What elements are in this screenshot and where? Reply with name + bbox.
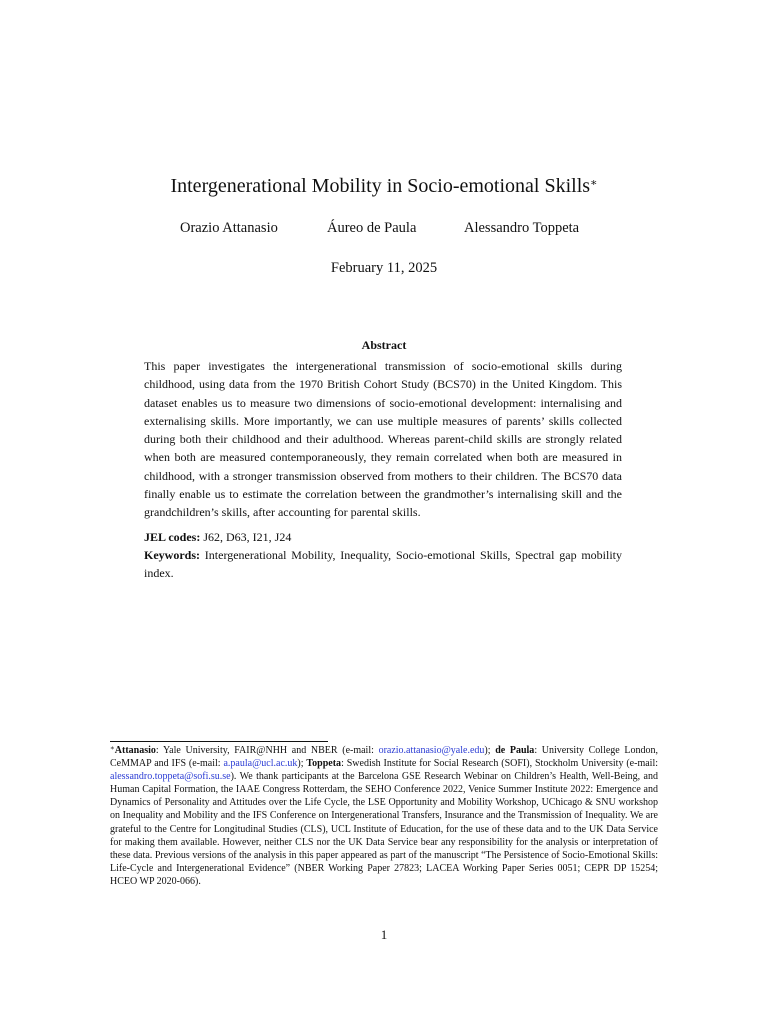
footnote-author-de-paula: de Paula	[495, 745, 535, 756]
email-link-toppeta[interactable]: alessandro.toppeta@sofi.su.se	[110, 771, 231, 783]
abstract-text: This paper investigates the intergenerational transmission of socio-emotional skills during childhood, using data from the 1970 British Cohort Study (BCS70) in the United Kingdom. This dataset enables us to measure two dimensions of socio-emotional development: internalising and externalising skills. More importantly, we can use multiple measures of parents’ skills collected during both their childhood and their adulthood. Whereas parent-child skills are strongly related when both are measured contemporaneously, they remain correlated when both are measured in childhood, with a stronger transmission observed from mothers to their children. The BCS70 data finally enable us to estimate the correlation between the grandmother’s internalising skill and the grandchildren’s skills, after accounting for parental skills.	[144, 359, 622, 520]
footnote-author-toppeta: Toppeta	[306, 758, 342, 770]
paper-title	[0, 173, 768, 199]
footnote-author-attanasio: Attanasio	[114, 745, 156, 756]
footnote-text-3: : University College London, CeMMAP and IFS (e-mail:	[110, 745, 659, 770]
email-link-de-paula[interactable]: a.paula@ucl.ac.uk	[223, 758, 298, 770]
author-2: Áureo de Paula	[327, 220, 417, 236]
footnote-text-2: );	[484, 745, 496, 756]
jel-codes	[144, 528, 622, 546]
keywords	[144, 546, 622, 583]
keywords-value: Intergenerational Mobility, Inequality, Socio-emotional Skills, Spectral gap mobility index.	[144, 548, 623, 581]
email-link-attanasio[interactable]: orazio.attanasio@yale.edu	[378, 745, 485, 756]
footnote	[110, 744, 658, 888]
footnote-text-4: );	[297, 758, 307, 770]
footnote-divider	[110, 741, 328, 742]
footnote-mark: ∗	[110, 744, 115, 752]
jel-codes-label: JEL codes:	[144, 530, 201, 544]
title-footnote-mark[interactable]: ∗	[590, 177, 598, 189]
jel-codes-value: J62, D63, I21, J24	[203, 530, 292, 544]
page-number: 1	[380, 927, 388, 942]
keywords-label: Keywords:	[144, 548, 200, 562]
footnote-text-1: : Yale University, FAIR@NHH and NBER (e-mail:	[155, 745, 379, 756]
author-3: Alessandro Toppeta	[464, 220, 580, 236]
footnote-text-6: ). We thank participants at the Barcelona GSE Research Webinar on Children’s Health, Well-Being, and Human Capital Formation, the IAAE Congress Rotterdam, the SEHO Conference 2022, Venice Summer Institute 2022: Emergence and Dynamics of Personality and Attitudes over the Life Cycle, the LSE Opportunity and Mobility Workshop, UChicago & SNU workshop on Inequality and Mobility and the IFS Conference on Intergenerational Transfers, Insurance and the Transmission of Inequality. We are grateful to the Centre for Longitudinal Studies (CLS), UCL Institute of Education, for the use of these data and to the UK Data Service for making them available. However, neither CLS nor the UK Data Service bear any responsibility for the analysis or interpretation of these data. Previous versions of the analysis in this paper appeared as part of the manuscript “The Persistence of Socio-Emotional Skills: Life-Cycle and Intergenerational Evidence” (NBER Working Paper 27823; LACEA Working Paper Series 0051; CEPR DP 15254; HCEO WP 2020-066).	[110, 771, 658, 887]
footnote-text-5: : Swedish Institute for Social Research (SOFI), Stockholm University (e-mail:	[341, 758, 658, 770]
publication-date: February 11, 2025	[330, 260, 438, 276]
author-1: Orazio Attanasio	[180, 220, 278, 236]
paper-title-text: Intergenerational Mobility in Socio-emotional Skills	[170, 175, 591, 197]
abstract-heading: Abstract	[361, 338, 407, 352]
